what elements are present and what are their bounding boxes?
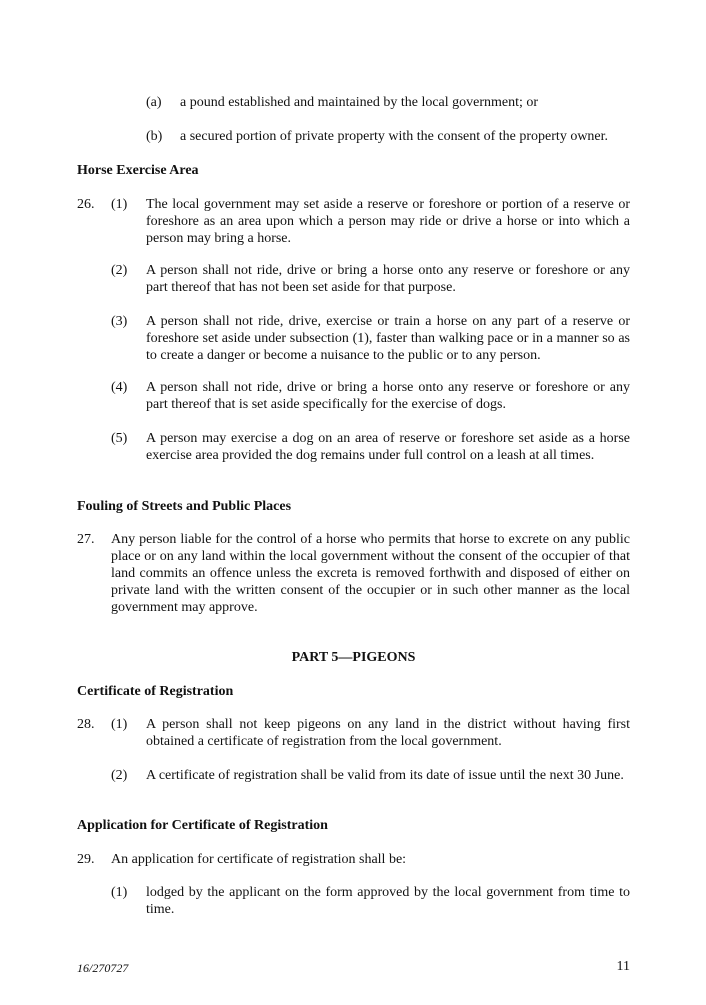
section-27-text: Any person liable for the control of a horse who permits that horse to excrete on any public place or on any land within the local government without the consent of the occupier of that land commits an offence unless the excreta is removed forthwith and disposed of either on private land with the written consent of the occupier or in such other manner as the local government may approve.	[111, 532, 630, 615]
section-number-27: 27.	[77, 532, 95, 547]
section-number-26: 26.	[77, 197, 95, 212]
subsection-28-1-text: A person shall not keep pigeons on any land in the district without having first obtained a certificate of registration from the local government.	[146, 717, 630, 749]
item-a-text: a pound established and maintained by the local government; or	[180, 95, 539, 110]
section-heading-fouling: Fouling of Streets and Public Places	[77, 499, 292, 514]
section-number-29: 29.	[77, 852, 95, 867]
subsection-26-1-text: The local government may set aside a reserve or foreshore or portion of a reserve or foreshore as an area upon which a person may ride or drive a horse or into which a person may bring a horse.	[146, 197, 630, 246]
subsection-26-2-text: A person shall not ride, drive or bring a horse onto any reserve or foreshore or any part thereof that has not been set aside for that purpose.	[146, 263, 630, 295]
item-b-text: a secured portion of private property with the consent of the property owner.	[180, 129, 609, 144]
subsection-26-2-label: (2)	[111, 263, 128, 278]
subsection-26-5-text: A person may exercise a dog on an area of reserve or foreshore set aside as a horse exercise area provided the dog remains under full control on a leash at all times.	[146, 431, 630, 463]
subsection-28-1-label: (1)	[111, 717, 128, 732]
subsection-28-2-text: A certificate of registration shall be valid from its date of issue until the next 30 June.	[146, 768, 624, 783]
section-heading-application: Application for Certificate of Registration	[77, 818, 328, 833]
page-number: 11	[616, 959, 630, 974]
section-number-28: 28.	[77, 717, 95, 732]
section-heading-horse-exercise: Horse Exercise Area	[77, 163, 199, 178]
footer-reference: 16/270727	[77, 961, 129, 975]
subsection-26-5-label: (5)	[111, 431, 128, 446]
section-29-intro: An application for certificate of registration shall be:	[111, 852, 407, 867]
item-a-label: (a)	[146, 95, 162, 110]
subsection-26-3-label: (3)	[111, 314, 128, 329]
subsection-29-1-text: lodged by the applicant on the form approved by the local government from time to time.	[146, 885, 630, 917]
item-b-label: (b)	[146, 129, 163, 144]
part-title: PART 5—PIGEONS	[291, 650, 416, 665]
subsection-26-3-text: A person shall not ride, drive, exercise or train a horse on any part of a reserve or foreshore set aside under subsection (1), faster than walking pace or in a manner so as to create a danger or become a nuisance to the public or to any person.	[146, 314, 630, 363]
subsection-29-1-label: (1)	[111, 885, 128, 900]
section-heading-certificate: Certificate of Registration	[77, 684, 234, 699]
subsection-28-2-label: (2)	[111, 768, 128, 783]
subsection-26-4-text: A person shall not ride, drive or bring a horse onto any reserve or foreshore or any part thereof that is set aside specifically for the exercise of dogs.	[146, 380, 630, 412]
subsection-26-4-label: (4)	[111, 380, 128, 395]
subsection-26-1-label: (1)	[111, 197, 128, 212]
